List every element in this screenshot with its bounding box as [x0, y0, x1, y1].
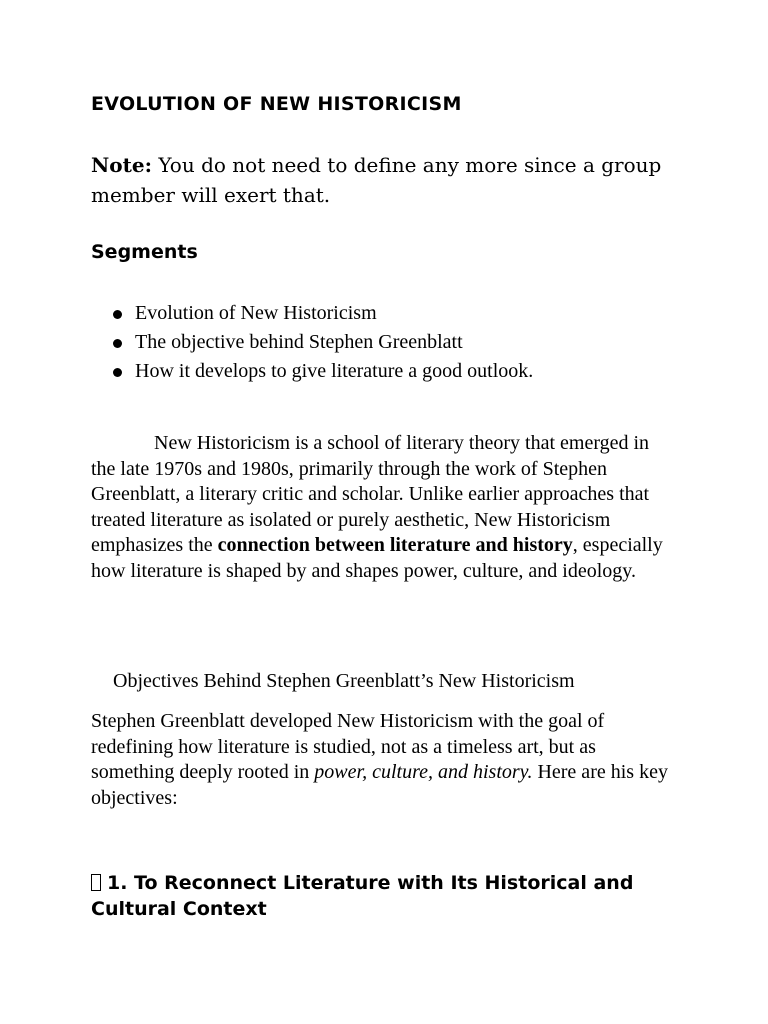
- segments-heading: Segments: [91, 241, 198, 263]
- note-label: Note:: [91, 153, 152, 177]
- missing-glyph-icon: [91, 874, 101, 891]
- section-1-heading: [91, 870, 681, 922]
- intro-text-b: , especially how literature is shaped by and shapes power, culture, and ideology.: [91, 534, 663, 582]
- list-item: [110, 357, 533, 386]
- section-1-heading-text: 1. To Reconnect Literature with Its Historical and Cultural Context: [91, 872, 634, 920]
- objectives-paragraph: [91, 709, 683, 811]
- document-title: EVOLUTION OF NEW HISTORICISM: [91, 93, 462, 115]
- list-item-text: How it develops to give literature a good outlook.: [135, 360, 534, 382]
- objectives-heading: Objectives Behind Stephen Greenblatt’s New Historicism: [113, 670, 575, 692]
- bullet-icon: [113, 339, 122, 348]
- objectives-italic-phrase: power, culture, and history.: [314, 761, 533, 783]
- intro-text-a: New Historicism is a school of literary theory that emerged in the late 1970s and 1980s, primarily through the work of Stephen Greenblatt, a literary critic and scholar. Unlike earlier approaches that treated literature as isolated or purely aesthetic, New Historicism emphasizes the: [91, 432, 650, 556]
- intro-paragraph: [91, 431, 671, 584]
- objectives-text-a: Stephen Greenblatt developed New Historicism with the goal of redefining how literature is studied, not as a timeless art, but as something deeply rooted in: [91, 710, 605, 783]
- list-item-text: Evolution of New Historicism: [135, 302, 377, 324]
- objectives-text-b: Here are his key objectives:: [91, 761, 668, 809]
- segments-list: [110, 299, 533, 386]
- note-text: You do not need to define any more since a group member will exert that.: [91, 153, 662, 207]
- note-paragraph: [91, 150, 691, 210]
- list-item: [110, 299, 533, 328]
- bullet-icon: [113, 310, 122, 319]
- bullet-icon: [113, 368, 122, 377]
- intro-bold-phrase: connection between literature and history: [217, 534, 573, 556]
- list-item-text: The objective behind Stephen Greenblatt: [135, 331, 463, 353]
- list-item: [110, 328, 533, 357]
